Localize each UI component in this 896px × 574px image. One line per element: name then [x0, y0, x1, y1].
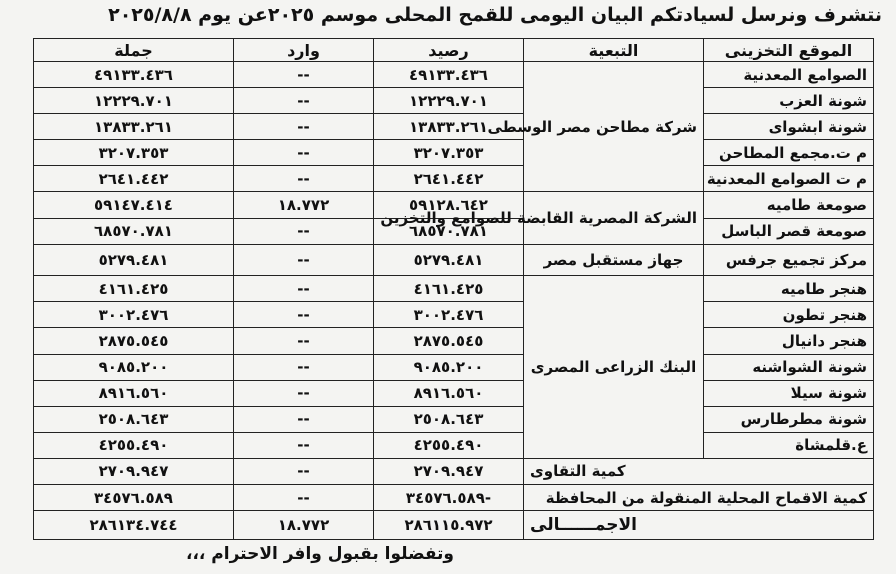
incoming-cell: -- [234, 140, 374, 166]
header-row [34, 39, 874, 62]
table-row [34, 432, 874, 458]
header-incoming: وارد [234, 39, 374, 62]
incoming-cell: -- [234, 302, 374, 328]
location-cell: م ت.مجمع المطاحن [704, 140, 874, 166]
table-row [34, 114, 874, 140]
table-row [34, 276, 874, 302]
transferred-row [34, 484, 874, 510]
incoming-cell: -- [234, 62, 374, 88]
balance-cell: ٣٢٠٧.٣٥٣ [374, 140, 524, 166]
total-cell: ٤٩١٣٣.٤٣٦ [34, 62, 234, 88]
incoming-cell: -- [234, 354, 374, 380]
total-cell: ٤١٦١.٤٢٥ [34, 276, 234, 302]
location-cell: هنجر طاميه [704, 276, 874, 302]
total-cell: ٢٧٠٩.٩٤٧ [34, 458, 234, 484]
total-cell: ٢٥٠٨.٦٤٣ [34, 406, 234, 432]
header-balance: رصيد [374, 39, 524, 62]
total-cell: ٣٢٠٧.٣٥٣ [34, 140, 234, 166]
location-cell: صومعة قصر الباسل [704, 218, 874, 244]
total-cell: ٣٤٥٧٦.٥٨٩ [34, 484, 234, 510]
document-title: نتشرف ونرسل لسيادتكم البيان اليومى للقمح المحلى موسم ٢٠٢٥عن يوم ٢٠٢٥/٨/٨ [108, 4, 882, 26]
table-row [34, 302, 874, 328]
balance-cell: ٤٩١٣٣.٤٣٦ [374, 62, 524, 88]
location-cell: م ت الصوامع المعدنية [704, 166, 874, 192]
balance-cell: ٢٥٠٨.٦٤٣ [374, 406, 524, 432]
incoming-cell: -- [234, 406, 374, 432]
incoming-cell: -- [234, 380, 374, 406]
incoming-cell: -- [234, 166, 374, 192]
incoming-cell: ١٨.٧٧٢ [234, 192, 374, 218]
location-cell: صومعة طاميه [704, 192, 874, 218]
affiliation-cell: شركة مطاحن مصر الوسطى [524, 62, 704, 192]
header-total: جملة [34, 39, 234, 62]
incoming-cell: -- [234, 484, 374, 510]
balance-cell: ٩٠٨٥.٢٠٠ [374, 354, 524, 380]
affiliation-cell: البنك الزراعى المصرى [524, 276, 704, 459]
total-cell: ٢٨٧٥.٥٤٥ [34, 328, 234, 354]
table-row [34, 354, 874, 380]
table-row [34, 192, 874, 218]
total-cell: ٥٢٧٩.٤٨١ [34, 244, 234, 276]
incoming-cell: -- [234, 276, 374, 302]
balance-cell: ٥٩١٢٨.٦٤٢ [374, 192, 524, 218]
balance-cell: -٣٤٥٧٦.٥٨٩ [374, 484, 524, 510]
balance-cell: ١٣٨٣٣.٢٦١ [374, 114, 524, 140]
table-row [34, 62, 874, 88]
location-cell: هنجر دانيال [704, 328, 874, 354]
total-cell: ١٢٢٢٩.٧٠١ [34, 88, 234, 114]
total-cell: ٢٦٤١.٤٤٢ [34, 166, 234, 192]
table-row [34, 328, 874, 354]
closing-line: وتفضلوا بقبول وافر الاحترام ،،، [185, 544, 454, 564]
table-row [34, 406, 874, 432]
total-cell: ٦٨٥٧٠.٧٨١ [34, 218, 234, 244]
table-row [34, 218, 874, 244]
grand-total-label: الاجمــــــالى [524, 511, 874, 540]
balance-cell: ٤٢٥٥.٤٩٠ [374, 432, 524, 458]
location-cell: الصوامع المعدنية [704, 62, 874, 88]
header-affiliation: التبعية [524, 39, 704, 62]
location-cell: شونة ابشواى [704, 114, 874, 140]
incoming-cell: -- [234, 114, 374, 140]
balance-cell: ٢٦٤١.٤٤٢ [374, 166, 524, 192]
grand-total-row [34, 511, 874, 540]
table-row [34, 166, 874, 192]
wheat-stock-table [33, 38, 874, 540]
total-cell: ٤٢٥٥.٤٩٠ [34, 432, 234, 458]
total-cell: ٢٨٦١٣٤.٧٤٤ [34, 511, 234, 540]
balance-cell: ٢٧٠٩.٩٤٧ [374, 458, 524, 484]
balance-cell: ٣٠٠٢.٤٧٦ [374, 302, 524, 328]
location-cell: ع.قلمشاة [704, 432, 874, 458]
table-row [34, 88, 874, 114]
table-row [34, 380, 874, 406]
total-cell: ٨٩١٦.٥٦٠ [34, 380, 234, 406]
balance-cell: ٢٨٦١١٥.٩٧٢ [374, 511, 524, 540]
location-cell: شونة العزب [704, 88, 874, 114]
total-cell: ٣٠٠٢.٤٧٦ [34, 302, 234, 328]
balance-cell: ٦٨٥٧٠.٧٨١ [374, 218, 524, 244]
incoming-cell: -- [234, 328, 374, 354]
transferred-label: كمية الاقماح المحلية المنقولة من المحافظة [524, 484, 874, 510]
incoming-cell: -- [234, 88, 374, 114]
incoming-cell: ١٨.٧٧٢ [234, 511, 374, 540]
affiliation-cell: الشركة المصرية القابضة للصوامع والتخزين [524, 192, 704, 244]
affiliation-cell: جهاز مستقبل مصر [524, 244, 704, 276]
incoming-cell: -- [234, 458, 374, 484]
seeds-row [34, 458, 874, 484]
total-cell: ٥٩١٤٧.٤١٤ [34, 192, 234, 218]
total-cell: ٩٠٨٥.٢٠٠ [34, 354, 234, 380]
location-cell: هنجر تطون [704, 302, 874, 328]
table-row [34, 244, 874, 276]
balance-cell: ٢٨٧٥.٥٤٥ [374, 328, 524, 354]
location-cell: شونة سيلا [704, 380, 874, 406]
total-cell: ١٣٨٣٣.٢٦١ [34, 114, 234, 140]
balance-cell: ٨٩١٦.٥٦٠ [374, 380, 524, 406]
seeds-label: كمية التقاوى [524, 458, 874, 484]
location-cell: شونة مطرطارس [704, 406, 874, 432]
incoming-cell: -- [234, 244, 374, 276]
incoming-cell: -- [234, 432, 374, 458]
header-location: الموقع التخزينى [704, 39, 874, 62]
location-cell: شونة الشواشنه [704, 354, 874, 380]
location-cell: مركز تجميع جرفس [704, 244, 874, 276]
balance-cell: ٤١٦١.٤٢٥ [374, 276, 524, 302]
balance-cell: ١٢٢٢٩.٧٠١ [374, 88, 524, 114]
incoming-cell: -- [234, 218, 374, 244]
balance-cell: ٥٢٧٩.٤٨١ [374, 244, 524, 276]
table-row [34, 140, 874, 166]
